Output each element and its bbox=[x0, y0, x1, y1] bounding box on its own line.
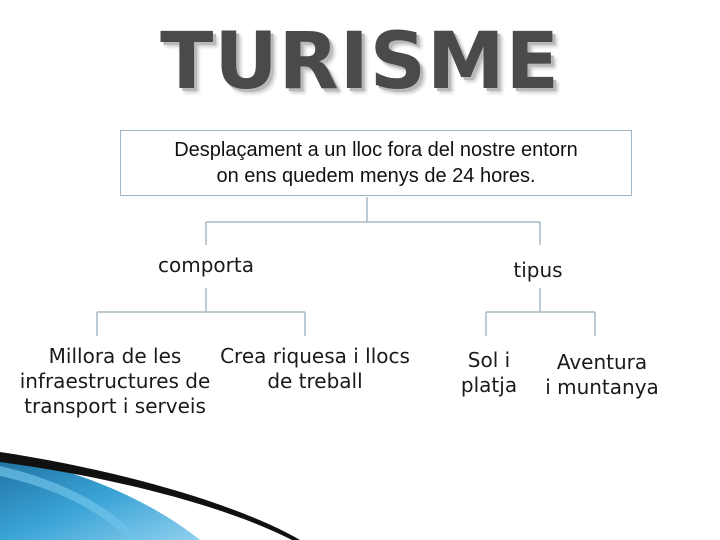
page-title: TURISME bbox=[160, 17, 560, 107]
definition-line-2: on ens quedem menys de 24 hores. bbox=[216, 165, 536, 187]
node-crea-riquesa bbox=[210, 344, 420, 394]
aventura-line-2: i muntanya bbox=[545, 375, 659, 399]
aventura-line-1: Aventura bbox=[556, 350, 648, 374]
node-sol-i-platja bbox=[446, 348, 532, 398]
sol-line-1: Sol i bbox=[467, 348, 511, 372]
node-aventura-muntanya bbox=[536, 350, 668, 400]
millora-line-1: Millora de les bbox=[48, 344, 182, 368]
millora-line-2: infraestructures de bbox=[19, 369, 211, 393]
crea-line-1: Crea riquesa i llocs bbox=[220, 344, 410, 368]
millora-line-3: transport i serveis bbox=[24, 394, 206, 418]
node-millora-infraestructures bbox=[2, 344, 228, 419]
sol-line-2: platja bbox=[460, 373, 518, 397]
definition-line-1: Desplaçament a un lloc fora del nostre entorn bbox=[174, 139, 578, 161]
node-comporta-label: comporta bbox=[158, 253, 254, 277]
node-tipus bbox=[478, 258, 598, 283]
crea-line-2: de treball bbox=[267, 369, 363, 393]
node-tipus-label: tipus bbox=[513, 258, 563, 282]
node-comporta bbox=[126, 253, 286, 278]
